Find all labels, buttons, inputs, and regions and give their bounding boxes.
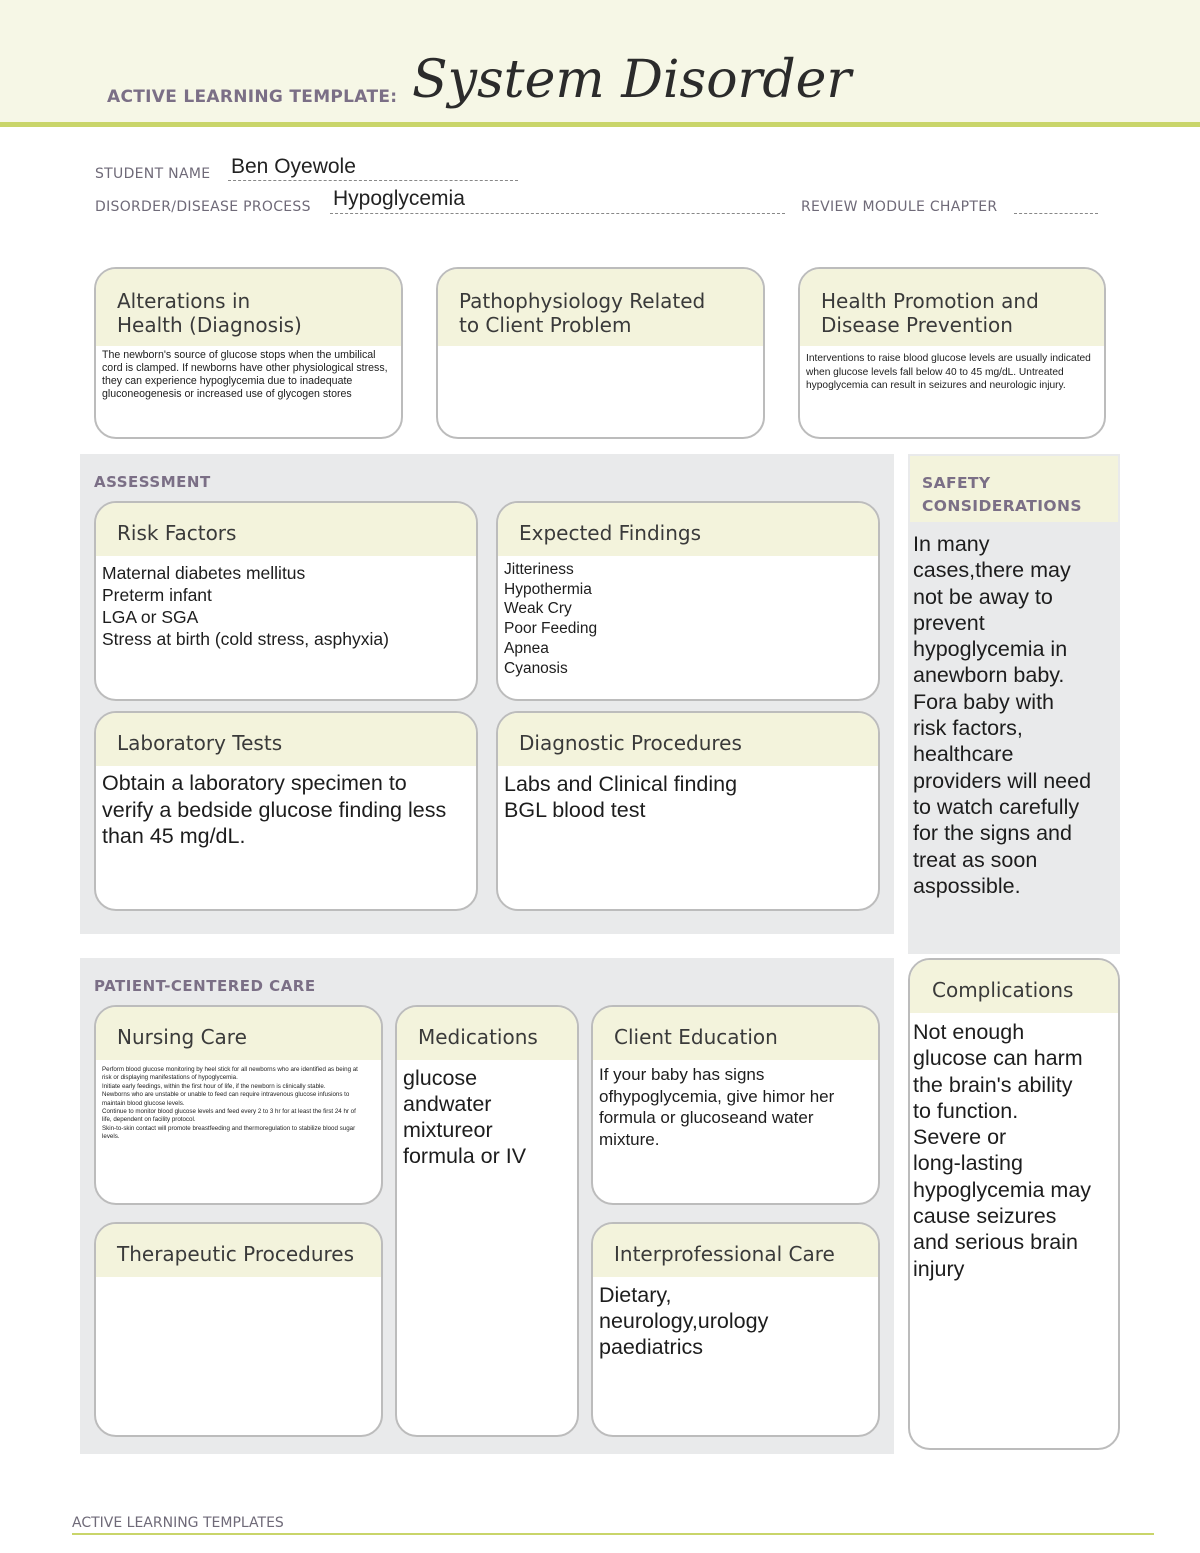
- card-title: Medications: [397, 1007, 577, 1060]
- card-title: Pathophysiology Related to Client Problem: [438, 269, 763, 346]
- header-rule: [0, 122, 1200, 127]
- card-body[interactable]: If your baby has signs ofhypoglycemia, give himor her formula or glucoseand water mixture.: [599, 1065, 835, 1150]
- card-title: Diagnostic Procedures: [498, 713, 878, 766]
- card-laboratory-tests: [94, 711, 478, 911]
- assessment-title: ASSESSMENT: [94, 473, 211, 491]
- student-name-value[interactable]: Ben Oyewole: [231, 155, 356, 178]
- card-alterations-in-health: [94, 267, 403, 439]
- card-body[interactable]: [96, 1277, 381, 1283]
- disorder-label: DISORDER/DISEASE PROCESS: [95, 199, 311, 215]
- card-body[interactable]: Jitteriness Hypothermia Weak Cry Poor Feeding Apnea Cyanosis: [504, 561, 598, 677]
- patient-centered-care-title: PATIENT-CENTERED CARE: [94, 977, 316, 995]
- footer-rule: [72, 1533, 1154, 1535]
- card-title: Complications: [910, 960, 1118, 1013]
- card-body[interactable]: glucose andwater mixtureor formula or IV: [403, 1066, 527, 1168]
- card-body[interactable]: [438, 346, 763, 352]
- card-title: Expected Findings: [498, 503, 878, 556]
- page-title: System Disorder: [412, 50, 852, 110]
- card-risk-factors: [94, 501, 478, 701]
- card-body[interactable]: Labs and Clinical finding BGL blood test: [504, 772, 738, 822]
- footer-text: ACTIVE LEARNING TEMPLATES: [72, 1515, 284, 1531]
- safety-considerations-title: SAFETY CONSIDERATIONS: [922, 474, 1082, 515]
- card-health-promotion: [798, 267, 1106, 439]
- template-label: ACTIVE LEARNING TEMPLATE:: [107, 87, 398, 107]
- card-interprofessional-care: [591, 1222, 880, 1437]
- safety-considerations-body[interactable]: In many cases,there may not be away to prevent hypoglycemia in anewborn baby. Fora baby with risk factors, healthcare providers will need to watch carefully for the signs and treat as soon aspossible.: [913, 532, 1092, 898]
- card-title: Health Promotion and Disease Prevention: [800, 269, 1104, 346]
- disorder-value[interactable]: Hypoglycemia: [333, 187, 465, 210]
- card-body[interactable]: Perform blood glucose monitoring by heel stick for all newborns who are identified as being at risk or displaying manifestations of hypoglycemia. Initiate early feedings, within the first hour of life, if the newborn is clinically stable. Newborns who are unstable or unable to feed can require intravenous glucose infusions to maintain blood glucose levels. Continue to monitor blood glucose levels and feed every 2 to 3 hr for at least the first 24 hr of life, dependent on facility protocol. Skin-to-skin contact will promote breastfeeding and thermoregulation to stabilize blood sugar levels.: [102, 1066, 358, 1141]
- card-title: Risk Factors: [96, 503, 476, 556]
- card-title: Nursing Care: [96, 1007, 381, 1060]
- card-body[interactable]: Obtain a laboratory specimen to verify a bedside glucose finding less than 45 mg/dL.: [102, 771, 447, 848]
- card-title: Laboratory Tests: [96, 713, 476, 766]
- card-medications: [395, 1005, 579, 1437]
- card-body[interactable]: Not enough glucose can harm the brain's ability to function. Severe or long-lasting hypoglycemia may cause seizures and serious brain injury: [913, 1020, 1092, 1281]
- card-title: Interprofessional Care: [593, 1224, 878, 1277]
- student-name-label: STUDENT NAME: [95, 166, 211, 182]
- card-complications: [908, 958, 1120, 1450]
- card-title: Therapeutic Procedures: [96, 1224, 381, 1277]
- review-module-label: REVIEW MODULE CHAPTER: [801, 199, 998, 215]
- card-title: Alterations in Health (Diagnosis): [96, 269, 401, 346]
- card-body[interactable]: Maternal diabetes mellitus Preterm infant LGA or SGA Stress at birth (cold stress, asphyxia): [102, 563, 389, 649]
- card-expected-findings: [496, 501, 880, 701]
- review-module-underline[interactable]: [1014, 213, 1098, 214]
- card-client-education: [591, 1005, 880, 1205]
- card-body[interactable]: Interventions to raise blood glucose levels are usually indicated when glucose levels fall below 40 to 45 mg/dL. Untreated hypoglycemia can result in seizures and neurologic injury.: [806, 353, 1091, 391]
- card-nursing-care: [94, 1005, 383, 1205]
- card-body[interactable]: Dietary, neurology,urology paediatrics: [599, 1283, 769, 1359]
- card-body[interactable]: The newborn's source of glucose stops when the umbilical cord is clamped. If newborns have other physiological stress, they can experience hypoglycemia due to inadequate gluconeogenesis or increased use of glycogen stores: [102, 349, 388, 400]
- card-title: Client Education: [593, 1007, 878, 1060]
- card-pathophysiology: [436, 267, 765, 439]
- student-name-underline: [228, 180, 518, 181]
- card-diagnostic-procedures: [496, 711, 880, 911]
- disorder-underline: [330, 213, 785, 214]
- card-therapeutic-procedures: [94, 1222, 383, 1437]
